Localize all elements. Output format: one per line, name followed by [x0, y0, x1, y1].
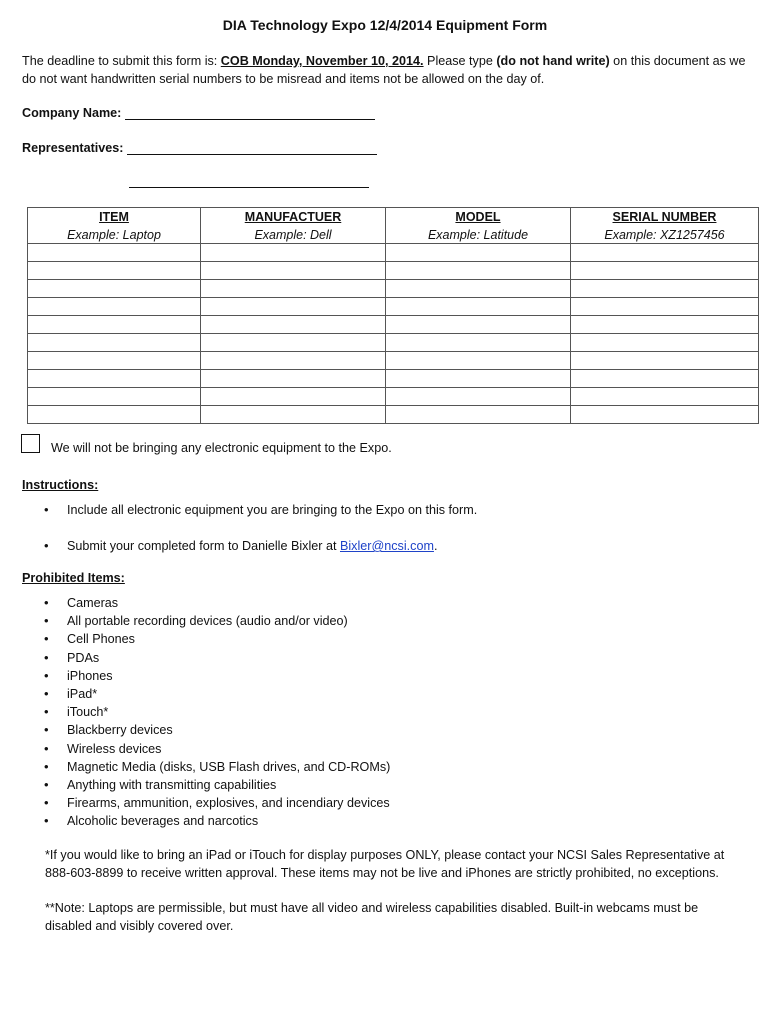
list-item: • Cameras [0, 594, 390, 612]
no-handwrite-text: (do not hand write) [496, 54, 610, 68]
instruction-1-text: Include all electronic equipment you are bringing to the Expo on this form. [67, 503, 478, 517]
representatives-row [22, 140, 377, 155]
deadline-text: COB Monday, November 10, 2014. [220, 54, 424, 68]
list-item: • iPhones [0, 667, 390, 685]
item-cell[interactable] [28, 244, 201, 262]
example-manufacturer: Example: Dell [201, 226, 386, 244]
item-cell[interactable] [28, 334, 201, 352]
list-item: • iTouch* [0, 703, 390, 721]
table-row [28, 406, 759, 424]
list-item: • PDAs [0, 649, 390, 667]
manufacturer-cell[interactable] [201, 388, 386, 406]
manufacturer-cell[interactable] [201, 334, 386, 352]
example-serial: Example: XZ1257456 [571, 226, 759, 244]
model-cell[interactable] [386, 280, 571, 298]
no-equipment-label: We will not be bringing any electronic equipment to the Expo. [51, 441, 392, 455]
item-cell[interactable] [28, 352, 201, 370]
list-item: • Wireless devices [0, 740, 390, 758]
example-model: Example: Latitude [386, 226, 571, 244]
item-cell[interactable] [28, 406, 201, 424]
manufacturer-cell[interactable] [201, 298, 386, 316]
manufacturer-cell[interactable] [201, 406, 386, 424]
ipad-itouch-note: *If you would like to bring an iPad or iTouch for display purposes ONLY, please contact your NCSI Sales Representative at 888-603-8899 to receive written approval. These items may not be live and iPhones are strictly prohibited, no exceptions. [45, 848, 725, 880]
header-serial-number: SERIAL NUMBER [571, 208, 759, 227]
header-item: ITEM [28, 208, 201, 227]
manufacturer-cell[interactable] [201, 316, 386, 334]
list-item: • All portable recording devices (audio and/or video) [0, 612, 390, 630]
representatives-field[interactable] [127, 140, 377, 155]
model-cell[interactable] [386, 316, 571, 334]
instructions-heading: Instructions: [22, 478, 99, 492]
serial-cell[interactable] [571, 352, 759, 370]
company-name-field[interactable] [125, 105, 375, 120]
model-cell[interactable] [386, 388, 571, 406]
header-model: MODEL [386, 208, 571, 227]
item-cell[interactable] [28, 298, 201, 316]
manufacturer-cell[interactable] [201, 352, 386, 370]
header-manufacturer: MANUFACTUER [201, 208, 386, 227]
table-header-row [28, 208, 759, 227]
example-item: Example: Laptop [28, 226, 201, 244]
representatives-label: Representatives: [22, 141, 127, 155]
form-title: DIA Technology Expo 12/4/2014 Equipment Form [222, 17, 548, 33]
company-name-label: Company Name: [22, 106, 125, 120]
serial-cell[interactable] [571, 334, 759, 352]
equipment-table [27, 207, 759, 424]
serial-cell[interactable] [571, 298, 759, 316]
instruction-2-end: . [433, 539, 438, 553]
table-row [28, 370, 759, 388]
email-link[interactable]: Bixler@ncsi.com [339, 539, 434, 553]
table-row [28, 316, 759, 334]
item-cell[interactable] [28, 370, 201, 388]
model-cell[interactable] [386, 244, 571, 262]
table-row [28, 280, 759, 298]
list-item [0, 501, 477, 537]
list-item: • Firearms, ammunition, explosives, and incendiary devices [0, 794, 390, 812]
intro-text-1: The deadline to submit this form is: [22, 54, 221, 68]
example-row [28, 226, 759, 244]
serial-cell[interactable] [571, 244, 759, 262]
model-cell[interactable] [386, 262, 571, 280]
list-item: • Anything with transmitting capabilities [0, 776, 390, 794]
intro-text-2: Please type [423, 54, 497, 68]
intro-text-3: on this document as we do not want handwritten serial numbers to be misread and items not be allowed on the day of. [22, 54, 746, 86]
manufacturer-cell[interactable] [201, 262, 386, 280]
representatives-field-2[interactable] [129, 187, 369, 188]
list-item: • Alcoholic beverages and narcotics [0, 812, 390, 830]
table-row [28, 352, 759, 370]
no-equipment-checkbox[interactable] [21, 434, 40, 453]
list-item: • Blackberry devices [0, 721, 390, 739]
item-cell[interactable] [28, 280, 201, 298]
model-cell[interactable] [386, 298, 571, 316]
manufacturer-cell[interactable] [201, 370, 386, 388]
serial-cell[interactable] [571, 406, 759, 424]
serial-cell[interactable] [571, 316, 759, 334]
serial-cell[interactable] [571, 280, 759, 298]
list-item: • Cell Phones [0, 630, 390, 648]
serial-cell[interactable] [571, 388, 759, 406]
model-cell[interactable] [386, 370, 571, 388]
item-cell[interactable] [28, 262, 201, 280]
item-cell[interactable] [28, 388, 201, 406]
list-item: • Magnetic Media (disks, USB Flash drives, and CD-ROMs) [0, 758, 390, 776]
item-cell[interactable] [28, 316, 201, 334]
serial-cell[interactable] [571, 370, 759, 388]
intro-paragraph [22, 52, 750, 88]
model-cell[interactable] [386, 334, 571, 352]
list-item: • iPad* [0, 685, 390, 703]
prohibited-items-list [0, 594, 390, 830]
manufacturer-cell[interactable] [201, 280, 386, 298]
table-row [28, 334, 759, 352]
table-row [28, 244, 759, 262]
instruction-2-text: Submit your completed form to Danielle Bixler at [67, 539, 340, 553]
prohibited-items-heading: Prohibited Items: [22, 571, 125, 585]
table-row [28, 388, 759, 406]
table-row [28, 298, 759, 316]
instructions-list [0, 501, 477, 573]
table-row [28, 262, 759, 280]
list-item [0, 537, 477, 573]
manufacturer-cell[interactable] [201, 244, 386, 262]
model-cell[interactable] [386, 406, 571, 424]
serial-cell[interactable] [571, 262, 759, 280]
laptop-note: **Note: Laptops are permissible, but must have all video and wireless capabilities disabled. Built-in webcams must be disabled and visibly covered over. [45, 901, 699, 933]
company-name-row [22, 105, 375, 120]
model-cell[interactable] [386, 352, 571, 370]
